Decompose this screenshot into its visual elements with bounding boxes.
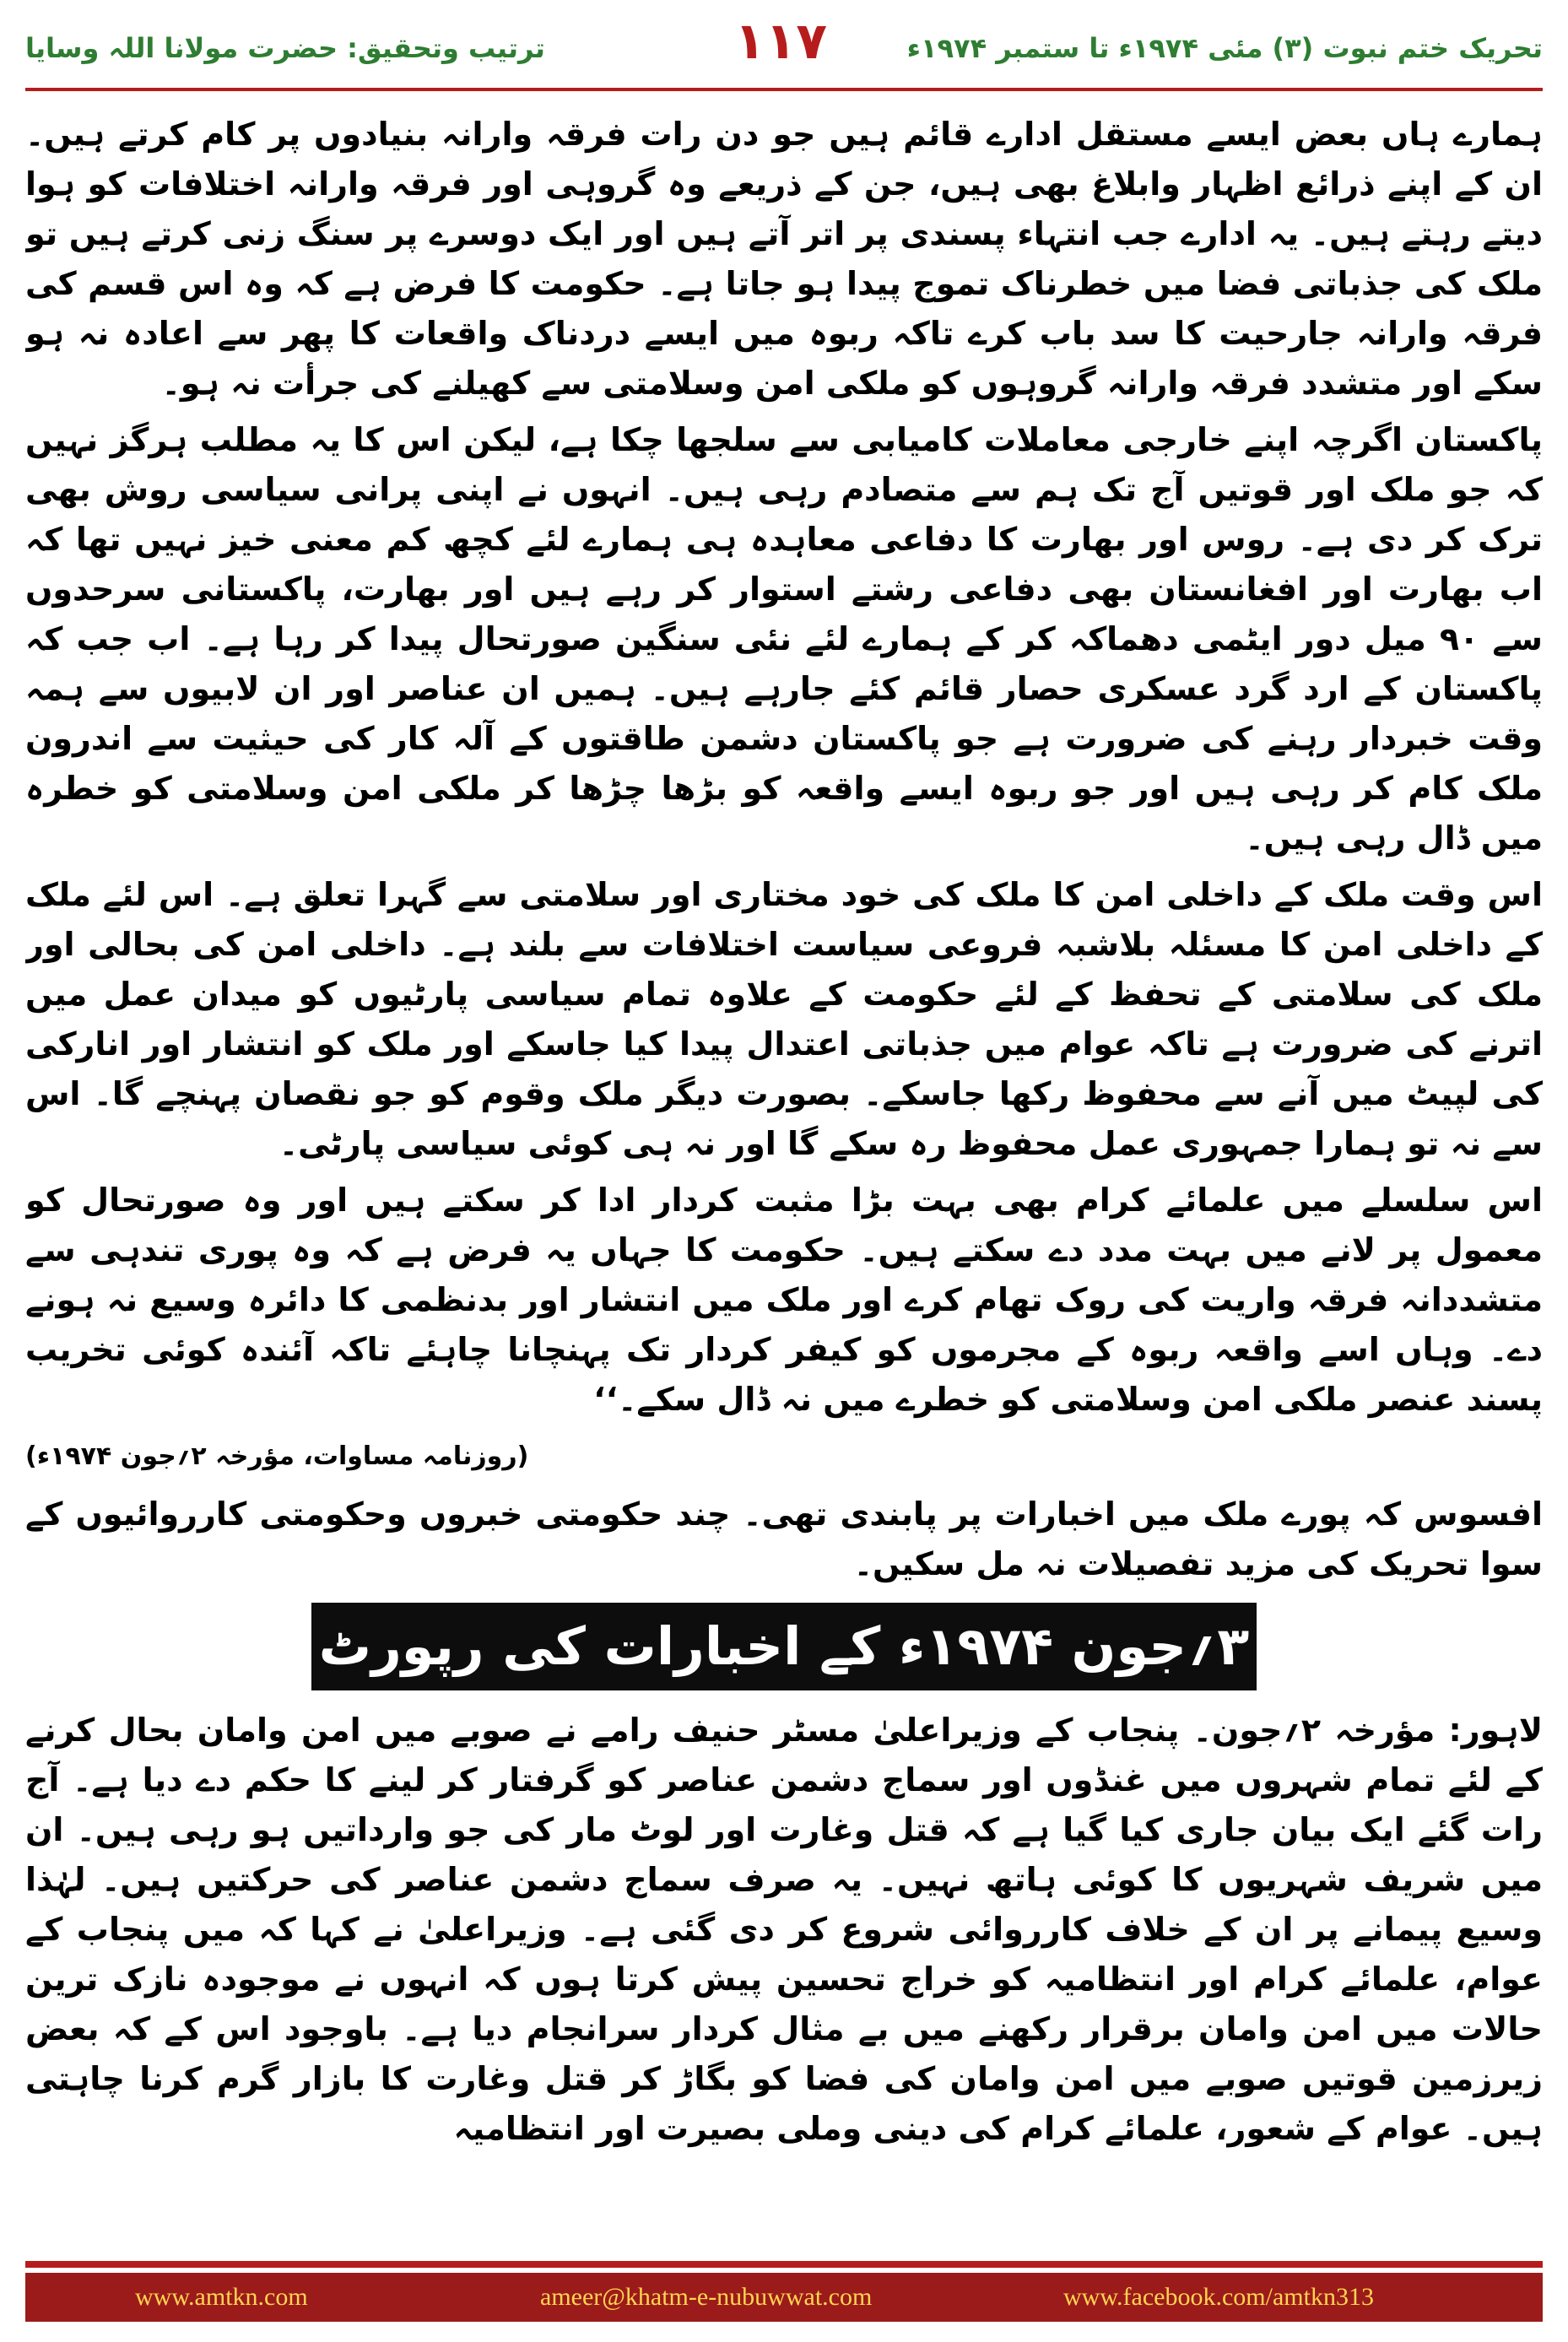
footer-divider	[25, 2261, 1543, 2268]
compiler-credit: ترتیب وتحقیق: حضرت مولانا اللہ وسایا	[25, 32, 545, 64]
page-header	[0, 0, 1568, 76]
paragraph-3: اس وقت ملک کے داخلی امن کا ملک کی خود مختاری اور سلامتی سے گہرا تعلق ہے۔ اس لئے ملک کے داخلی امن کا مسئلہ بلاشبہ فروعی سیاست اختلافات سے بلند ہے۔ داخلی امن کی بحالی اور ملک کی سلامتی کے تحفظ کے لئے حکومت کے علاوہ تمام سیاسی پارٹیوں کو میدان عمل میں اترنے کی ضرورت ہے تاکہ عوام میں جذباتی اعتدال پیدا کیا جاسکے اور ملک کو انتشار اور انارکی کی لپیٹ میں آنے سے محفوظ رکھا جاسکے۔ بصورت دیگر ملک وقوم کو جو نقصان پہنچے گا۔ اس سے نہ تو ہمارا جمہوری عمل محفوظ رہ سکے گا اور نہ ہی کوئی سیاسی پارٹی۔	[25, 876, 1543, 1162]
facebook-link[interactable]: www.facebook.com/amtkn313	[1063, 2283, 1374, 2311]
source-citation	[25, 1431, 1543, 1481]
header-divider	[25, 88, 1543, 91]
closing-paragraph: افسوس کہ پورے ملک میں اخبارات پر پابندی تھی۔ چند حکومتی خبروں وحکومتی کارروائیوں کے سوا تحریک کی مزید تفصیلات نہ مل سکیں۔	[25, 1496, 1543, 1582]
paragraph-4: اس سلسلے میں علمائے کرام بھی بہت بڑا مثبت کردار ادا کر سکتے ہیں اور وہ صورتحال کو معمول پر لانے میں بہت مدد دے سکتے ہیں۔ حکومت کا جہاں یہ فرض ہے کہ وہ پوری تندہی سے متشددانہ فرقہ واریت کی روک تھام کرے اور ملک میں انتشار اور بدنظمی کا دائرہ وسیع نہ ہونے دے۔ وہاں اسے واقعہ ربوہ کے مجرموں کو کیفر کردار تک پہنچانا چاہئے تاکہ آئندہ کوئی تخریب پسند عنصر ملکی امن وسلامتی کو خطرے میں نہ ڈال سکے۔‘‘	[25, 1182, 1543, 1418]
book-title: تحریک ختم نبوت (۳) مئی ۱۹۷۴ء تا ستمبر ۱۹۷۴ء	[906, 32, 1543, 64]
page-number: ۱۱۷	[734, 12, 827, 71]
source-citation-text: (روزنامہ مساوات، مؤرخہ ۲؍جون ۱۹۷۴ء)	[25, 1441, 529, 1471]
website-link[interactable]: www.amtkn.com	[135, 2283, 308, 2311]
report-heading: ۳؍جون ۱۹۷۴ء کے اخبارات کی رپورٹ	[311, 1603, 1257, 1690]
report-paragraph: لاہور: مؤرخہ ۲؍جون۔ پنجاب کے وزیراعلیٰ مسٹر حنیف رامے نے صوبے میں امن وامان بحال کرنے کے لئے تمام شہروں میں غنڈوں اور سماج دشمن عناصر کو گرفتار کر لینے کا حکم دے دیا ہے۔ آج رات گئے ایک بیان جاری کیا گیا ہے کہ قتل وغارت اور لوٹ مار کی جو وارداتیں ہو رہی ہیں۔ ان میں شریف شہریوں کا کوئی ہاتھ نہیں۔ یہ صرف سماج دشمن عناصر کی حرکتیں ہیں۔ لہٰذا وسیع پیمانے پر ان کے خلاف کارروائی شروع کر دی گئی ہے۔ وزیراعلیٰ نے کہا کہ میں پنجاب کے عوام، علمائے کرام اور انتظامیہ کو خراج تحسین پیش کرتا ہوں کہ انہوں نے موجودہ نازک ترین حالات میں امن وامان برقرار رکھنے میں بے مثال کردار سرانجام دیا ہے۔ باوجود اس کے کہ بعض زیرزمین قوتیں صوبے میں امن وامان کی فضا کو بگاڑ کر قتل وغارت کا بازار گرم کرنا چاہتی ہیں۔ عوام کے شعور، علمائے کرام کی دینی وملی بصیرت اور انتظامیہ	[25, 1712, 1543, 2147]
paragraph-1: ہمارے ہاں بعض ایسے مستقل ادارے قائم ہیں جو دن رات فرقہ وارانہ بنیادوں پر کام کرتے ہیں۔ ان کے اپنے ذرائع اظہار وابلاغ بھی ہیں، جن کے ذریعے وہ گروہی اور فرقہ وارانہ اختلافات کو ہوا دیتے رہتے ہیں۔ یہ ادارے جب انتہاء پسندی پر اتر آتے ہیں اور ایک دوسرے پر سنگ زنی کرتے ہیں تو ملک کی جذباتی فضا میں خطرناک تموج پیدا ہو جاتا ہے۔ حکومت کا فرض ہے کہ وہ اس قسم کی فرقہ وارانہ جارحیت کا سد باب کرے تاکہ ربوہ میں ایسے دردناک واقعات کا پھر سے اعادہ نہ ہو سکے اور متشدد فرقہ وارانہ گروہوں کو ملکی امن وسلامتی سے کھیلنے کی جرأت نہ ہو۔	[25, 116, 1543, 402]
page-body	[25, 110, 1543, 2253]
paragraph-2: پاکستان اگرچہ اپنے خارجی معاملات کامیابی سے سلجھا چکا ہے، لیکن اس کا یہ مطلب ہرگز نہیں کہ جو ملک اور قوتیں آج تک ہم سے متصادم رہی ہیں۔ انہوں نے اپنی پرانی سیاسی روش بھی ترک کر دی ہے۔ روس اور بھارت کا دفاعی معاہدہ ہی ہمارے لئے کچھ کم معنی خیز نہیں تھا کہ اب بھارت اور افغانستان بھی دفاعی رشتے استوار کر رہے ہیں اور بھارت، پاکستانی سرحدوں سے ۹۰ میل دور ایٹمی دھماکہ کر کے ہمارے لئے نئی سنگین صورتحال پیدا کر رہا ہے۔ اب جب کہ پاکستان کے ارد گرد عسکری حصار قائم کئے جارہے ہیں۔ ہمیں ان عناصر اور ان لابیوں سے ہمہ وقت خبردار رہنے کی ضرورت ہے جو پاکستان دشمن طاقتوں کے آلہ کار کی حیثیت سے اندرون ملک کام کر رہی ہیں اور جو ربوہ ایسے واقعہ کو بڑھا چڑھا کر ملکی امن وسلامتی کو خطرہ میں ڈال رہی ہیں۔	[25, 421, 1543, 857]
page-footer	[0, 2261, 1568, 2342]
email-link[interactable]: ameer@khatm-e-nubuwwat.com	[540, 2283, 873, 2311]
